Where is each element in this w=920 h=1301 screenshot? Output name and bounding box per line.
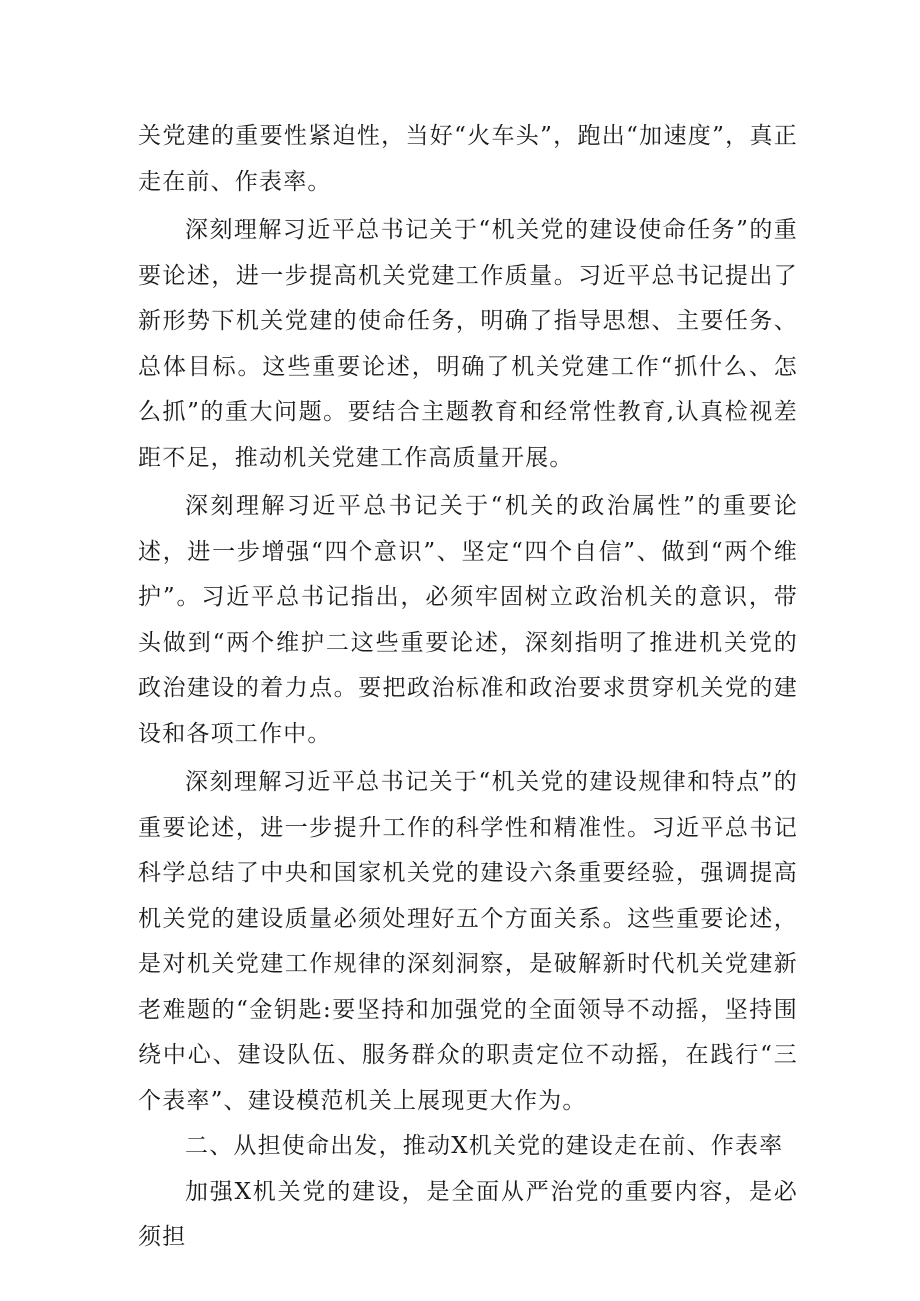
paragraph-political-attribute: 深刻理解习近平总书记关于“机关的政治属性”的重要论述，进一步增强“四个意识”、坚定“四个自信”、做到“两个维护”。习近平总书记指出，必须牢固树立政治机关的意识，带头做到“两个维护二这些重要论述，深刻指明了推进机关党的政治建设的着力点。要把政治标准和政治要求贯穿机关党的建设和各项工作中。 xyxy=(138,493,798,747)
paragraph-rules-characteristics: 深刻理解习近平总书记关于“机关党的建设规律和特点”的重要论述，进一步提升工作的科学性和精准性。习近平总书记科学总结了中央和国家机关党的建设六条重要经验，强调提高机关党的建设质量必须处理好五个方面关系。这些重要论述，是对机关党建工作规律的深刻洞察，是破解新时代机关党建新老难题的“金钥匙:要坚持和加强党的全面领导不动摇，坚持围绕中心、建设队伍、服务群众的职责定位不动摇，在践行“三个表率”、建设模范机关上展现更大作为。 xyxy=(138,769,798,1114)
paragraph-continuation: 关党建的重要性紧迫性，当好“火车头”，跑出“加速度”，真正走在前、作表率。 xyxy=(138,123,798,195)
paragraph-mission-tasks: 深刻理解习近平总书记关于“机关党的建设使命任务”的重要论述，进一步提高机关党建工作质量。习近平总书记提出了新形势下机关党建的使命任务，明确了指导思想、主要任务、总体目标。这些重要论述，明确了机关党建工作“抓什么、怎么抓”的重大问题。要结合主题教育和经常性教育,认真检视差距不足，推动机关党建工作高质量开展。 xyxy=(138,217,798,471)
section-heading-2: 二、从担使命出发，推动X机关党的建设走在前、作表率 xyxy=(185,1133,784,1159)
paragraph-strengthen: 加强X机关党的建设，是全面从严治党的重要内容，是必须担 xyxy=(138,1178,798,1250)
document-body xyxy=(138,114,798,1261)
